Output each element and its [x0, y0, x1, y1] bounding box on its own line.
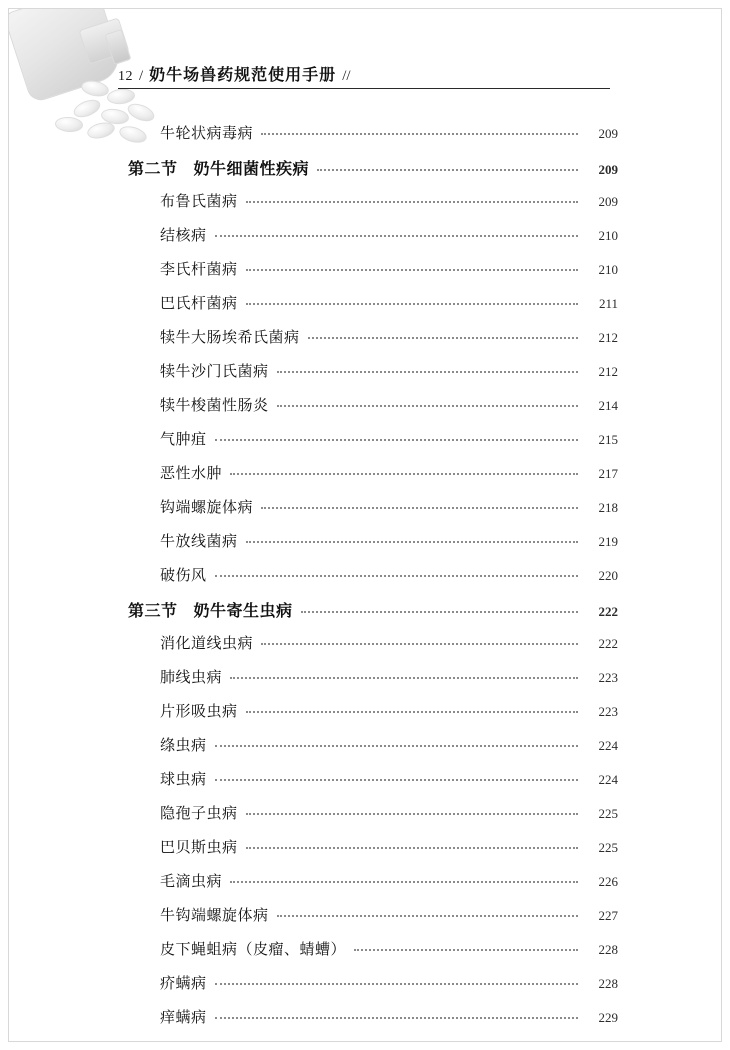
toc-page-number: 220: [598, 568, 618, 583]
toc-entry-label: 消化道线虫病: [160, 634, 254, 652]
book-title: 奶牛场兽药规范使用手册: [149, 65, 337, 84]
toc-page-number: 218: [598, 500, 618, 515]
toc-page-number: 209: [598, 162, 618, 177]
toc-dot-leader: [277, 915, 578, 917]
toc-section-row[interactable]: [0, 598, 730, 632]
toc-entry-row[interactable]: [0, 768, 730, 802]
header-suffix: //: [342, 68, 351, 84]
toc-entry-label: 疥螨病: [160, 974, 207, 992]
toc-page-number: 225: [598, 806, 618, 821]
toc-entry-row[interactable]: [0, 802, 730, 836]
toc-dot-leader: [215, 235, 578, 237]
toc-page-number: 222: [598, 636, 618, 651]
toc-entry-row[interactable]: [0, 394, 730, 428]
toc-dot-leader: [246, 813, 578, 815]
toc-page-number: 210: [598, 228, 618, 243]
toc-page-number: 227: [598, 908, 618, 923]
toc-entry-row[interactable]: [0, 292, 730, 326]
toc-dot-leader: [261, 507, 578, 509]
toc-entry-row[interactable]: [0, 836, 730, 870]
toc-entry-label: 牛钩端螺旋体病: [160, 906, 269, 924]
toc-entry-label: 气肿疽: [160, 430, 207, 448]
toc-entry-row[interactable]: [0, 870, 730, 904]
toc-dot-leader: [215, 779, 578, 781]
page-number: 12: [118, 69, 133, 84]
toc-entry-row[interactable]: [0, 938, 730, 972]
toc-page-number: 210: [598, 262, 618, 277]
toc-section-label: 第三节: [128, 601, 178, 620]
toc-entry-row[interactable]: [0, 734, 730, 768]
toc-page-number: 209: [598, 194, 618, 209]
toc-entry-label: 球虫病: [160, 770, 207, 788]
toc-entry-label: 犊牛沙门氏菌病: [160, 362, 269, 380]
toc-dot-leader: [230, 473, 578, 475]
toc-entry-label: 皮下蝇蛆病（皮瘤、蜻螬）: [160, 940, 347, 958]
toc-entry-row[interactable]: [0, 190, 730, 224]
table-of-contents: [0, 122, 730, 1040]
toc-entry-label: 牛轮状病毒病: [160, 124, 254, 142]
toc-dot-leader: [354, 949, 578, 951]
toc-entry-row[interactable]: [0, 666, 730, 700]
toc-dot-leader: [215, 1017, 578, 1019]
toc-dot-leader: [215, 983, 578, 985]
toc-entry-row[interactable]: [0, 258, 730, 292]
toc-dot-leader: [215, 745, 578, 747]
toc-dot-leader: [215, 575, 578, 577]
toc-entry-label: 李氏杆菌病: [160, 260, 238, 278]
toc-page-number: 223: [598, 704, 618, 719]
toc-page-number: 228: [598, 976, 618, 991]
toc-entry-label: 钩端螺旋体病: [160, 498, 254, 516]
toc-entry-label: 隐孢子虫病: [160, 804, 238, 822]
toc-entry-label: 巴氏杆菌病: [160, 294, 238, 312]
toc-entry-label: 肺线虫病: [160, 668, 223, 686]
toc-page-number: 215: [598, 432, 618, 447]
toc-entry-row[interactable]: [0, 1006, 730, 1040]
toc-page-number: 223: [598, 670, 618, 685]
toc-page-number: 219: [598, 534, 618, 549]
toc-entry-row[interactable]: [0, 496, 730, 530]
toc-entry-label: 牛放线菌病: [160, 532, 238, 550]
toc-page-number: 226: [598, 874, 618, 889]
toc-dot-leader: [261, 643, 578, 645]
toc-entry-row[interactable]: [0, 326, 730, 360]
toc-dot-leader: [230, 677, 578, 679]
toc-section-row[interactable]: [0, 156, 730, 190]
toc-entry-row[interactable]: [0, 700, 730, 734]
toc-entry-row[interactable]: [0, 564, 730, 598]
toc-dot-leader: [317, 169, 578, 171]
toc-page-number: 224: [598, 772, 618, 787]
toc-page-number: 212: [598, 330, 618, 345]
toc-entry-label: 毛滴虫病: [160, 872, 223, 890]
toc-entry-row[interactable]: [0, 360, 730, 394]
toc-entry-label: 犊牛梭菌性肠炎: [160, 396, 269, 414]
toc-page-number: 209: [598, 126, 618, 141]
toc-dot-leader: [246, 847, 578, 849]
toc-page-number: 217: [598, 466, 618, 481]
toc-entry-row[interactable]: [0, 530, 730, 564]
toc-entry-row[interactable]: [0, 904, 730, 938]
toc-entry-label: 布鲁氏菌病: [160, 192, 238, 210]
toc-page-number: 224: [598, 738, 618, 753]
toc-dot-leader: [277, 405, 578, 407]
toc-section-title: 奶牛细菌性疾病: [193, 159, 310, 178]
toc-dot-leader: [246, 541, 578, 543]
toc-entry-label: 破伤风: [160, 566, 207, 584]
toc-entry-label: 痒螨病: [160, 1008, 207, 1026]
toc-page-number: 229: [598, 1010, 618, 1025]
toc-entry-label: 犊牛大肠埃希氏菌病: [160, 328, 300, 346]
toc-entry-row[interactable]: [0, 462, 730, 496]
toc-dot-leader: [301, 611, 578, 613]
toc-section-label: 第二节: [128, 159, 178, 178]
toc-entry-label: 片形吸虫病: [160, 702, 238, 720]
toc-dot-leader: [246, 269, 578, 271]
toc-page-number: 211: [598, 296, 618, 311]
toc-entry-row[interactable]: [0, 224, 730, 258]
toc-entry-row[interactable]: [0, 632, 730, 666]
toc-page-number: 222: [598, 604, 618, 619]
pill-shape: [71, 96, 103, 120]
header-divider: [118, 88, 610, 89]
toc-dot-leader: [230, 881, 578, 883]
toc-page-number: 212: [598, 364, 618, 379]
toc-entry-label: 恶性水肿: [160, 464, 223, 482]
toc-dot-leader: [261, 133, 578, 135]
toc-entry-row[interactable]: [0, 122, 730, 156]
toc-entry-row[interactable]: [0, 428, 730, 462]
toc-page-number: 228: [598, 942, 618, 957]
toc-page-number: 225: [598, 840, 618, 855]
toc-dot-leader: [308, 337, 578, 339]
header-separator: /: [139, 68, 144, 84]
toc-page-number: 214: [598, 398, 618, 413]
toc-dot-leader: [246, 711, 578, 713]
toc-dot-leader: [215, 439, 578, 441]
toc-dot-leader: [277, 371, 578, 373]
toc-entry-label: 巴贝斯虫病: [160, 838, 238, 856]
running-header: [0, 62, 730, 96]
toc-entry-row[interactable]: [0, 972, 730, 1006]
toc-entry-label: 绦虫病: [160, 736, 207, 754]
toc-dot-leader: [246, 303, 578, 305]
toc-dot-leader: [246, 201, 578, 203]
toc-section-title: 奶牛寄生虫病: [193, 601, 293, 620]
toc-entry-label: 结核病: [160, 226, 207, 244]
